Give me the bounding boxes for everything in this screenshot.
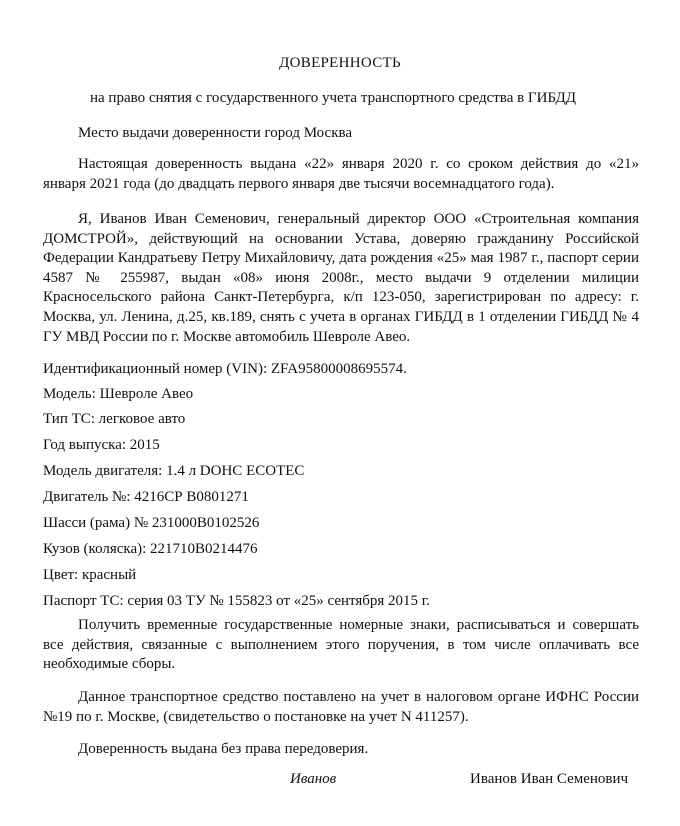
paragraph-no-redelegation: Доверенность выдана без права передоверия. (78, 741, 369, 757)
vehicle-engine-model: Модель двигателя: 1.4 л DOHC ECOTEC (43, 463, 305, 479)
vehicle-passport: Паспорт ТС: серия 03 ТУ № 155823 от «25» сентября 2015 г. (43, 593, 431, 609)
document-title: ДОВЕРЕННОСТЬ (279, 55, 401, 71)
vehicle-vin: Идентификационный номер (VIN): ZFA95800008695574. (43, 361, 407, 377)
signatory-name: Иванов Иван Семенович (470, 771, 629, 787)
paragraph-issued: Настоящая доверенность выдана «22» января 2020 г. со сроком действия до «21» января 2021 года (до двадцать первого января две тысячи восемнадцатого года). (43, 156, 639, 192)
paragraph-main: Я, Иванов Иван Семенович, генеральный директор ООО «Строительная компания ДОМСТРОЙ», действующий на основании Устава, доверяю гражданину Российской Федерации Кандратьеву Петру Михайловичу, дата рождения «25» мая 1987 г., паспорт серии 4587 № 255987, выдан «08» июня 2008г., место выдачи 9 отделении милиции Красносельского района Санкт-Петербурга, к/п 123-050, зарегистрирован по адресу: г. Москва, ул. Ленина, д.25, кв.189, снять с учета в органах ГИБДД в 1 отделении ГИБДД № 4 ГУ МВД России по г. Москве автомобиль Шевроле Авео. (43, 211, 639, 345)
vehicle-body: Кузов (коляска): 221710В0214476 (43, 541, 258, 557)
paragraph-tax: Данное транспортное средство поставлено на учет в налоговом органе ИФНС России №19 по г. Москве, (свидетельство о постановке на учет N 411257). (43, 689, 639, 725)
vehicle-color: Цвет: красный (43, 567, 137, 583)
vehicle-engine: Двигатель №: 4216СР В0801271 (43, 489, 249, 505)
signature: Иванов (290, 771, 337, 787)
vehicle-model: Модель: Шевроле Авео (43, 386, 194, 402)
paragraph-plates: Получить временные государственные номерные знаки, расписываться и совершать все действия, связанные с выполнением этого поручения, в том числе оплачивать все необходимые сборы. (43, 617, 639, 673)
vehicle-type: Тип ТС: легковое авто (43, 411, 186, 427)
issue-place: Место выдачи доверенности город Москва (78, 125, 353, 141)
vehicle-year: Год выпуска: 2015 (43, 437, 160, 453)
document-subtitle: на право снятия с государственного учета транспортного средства в ГИБДД (90, 90, 576, 106)
vehicle-chassis: Шасси (рама) № 231000В0102526 (43, 515, 260, 531)
